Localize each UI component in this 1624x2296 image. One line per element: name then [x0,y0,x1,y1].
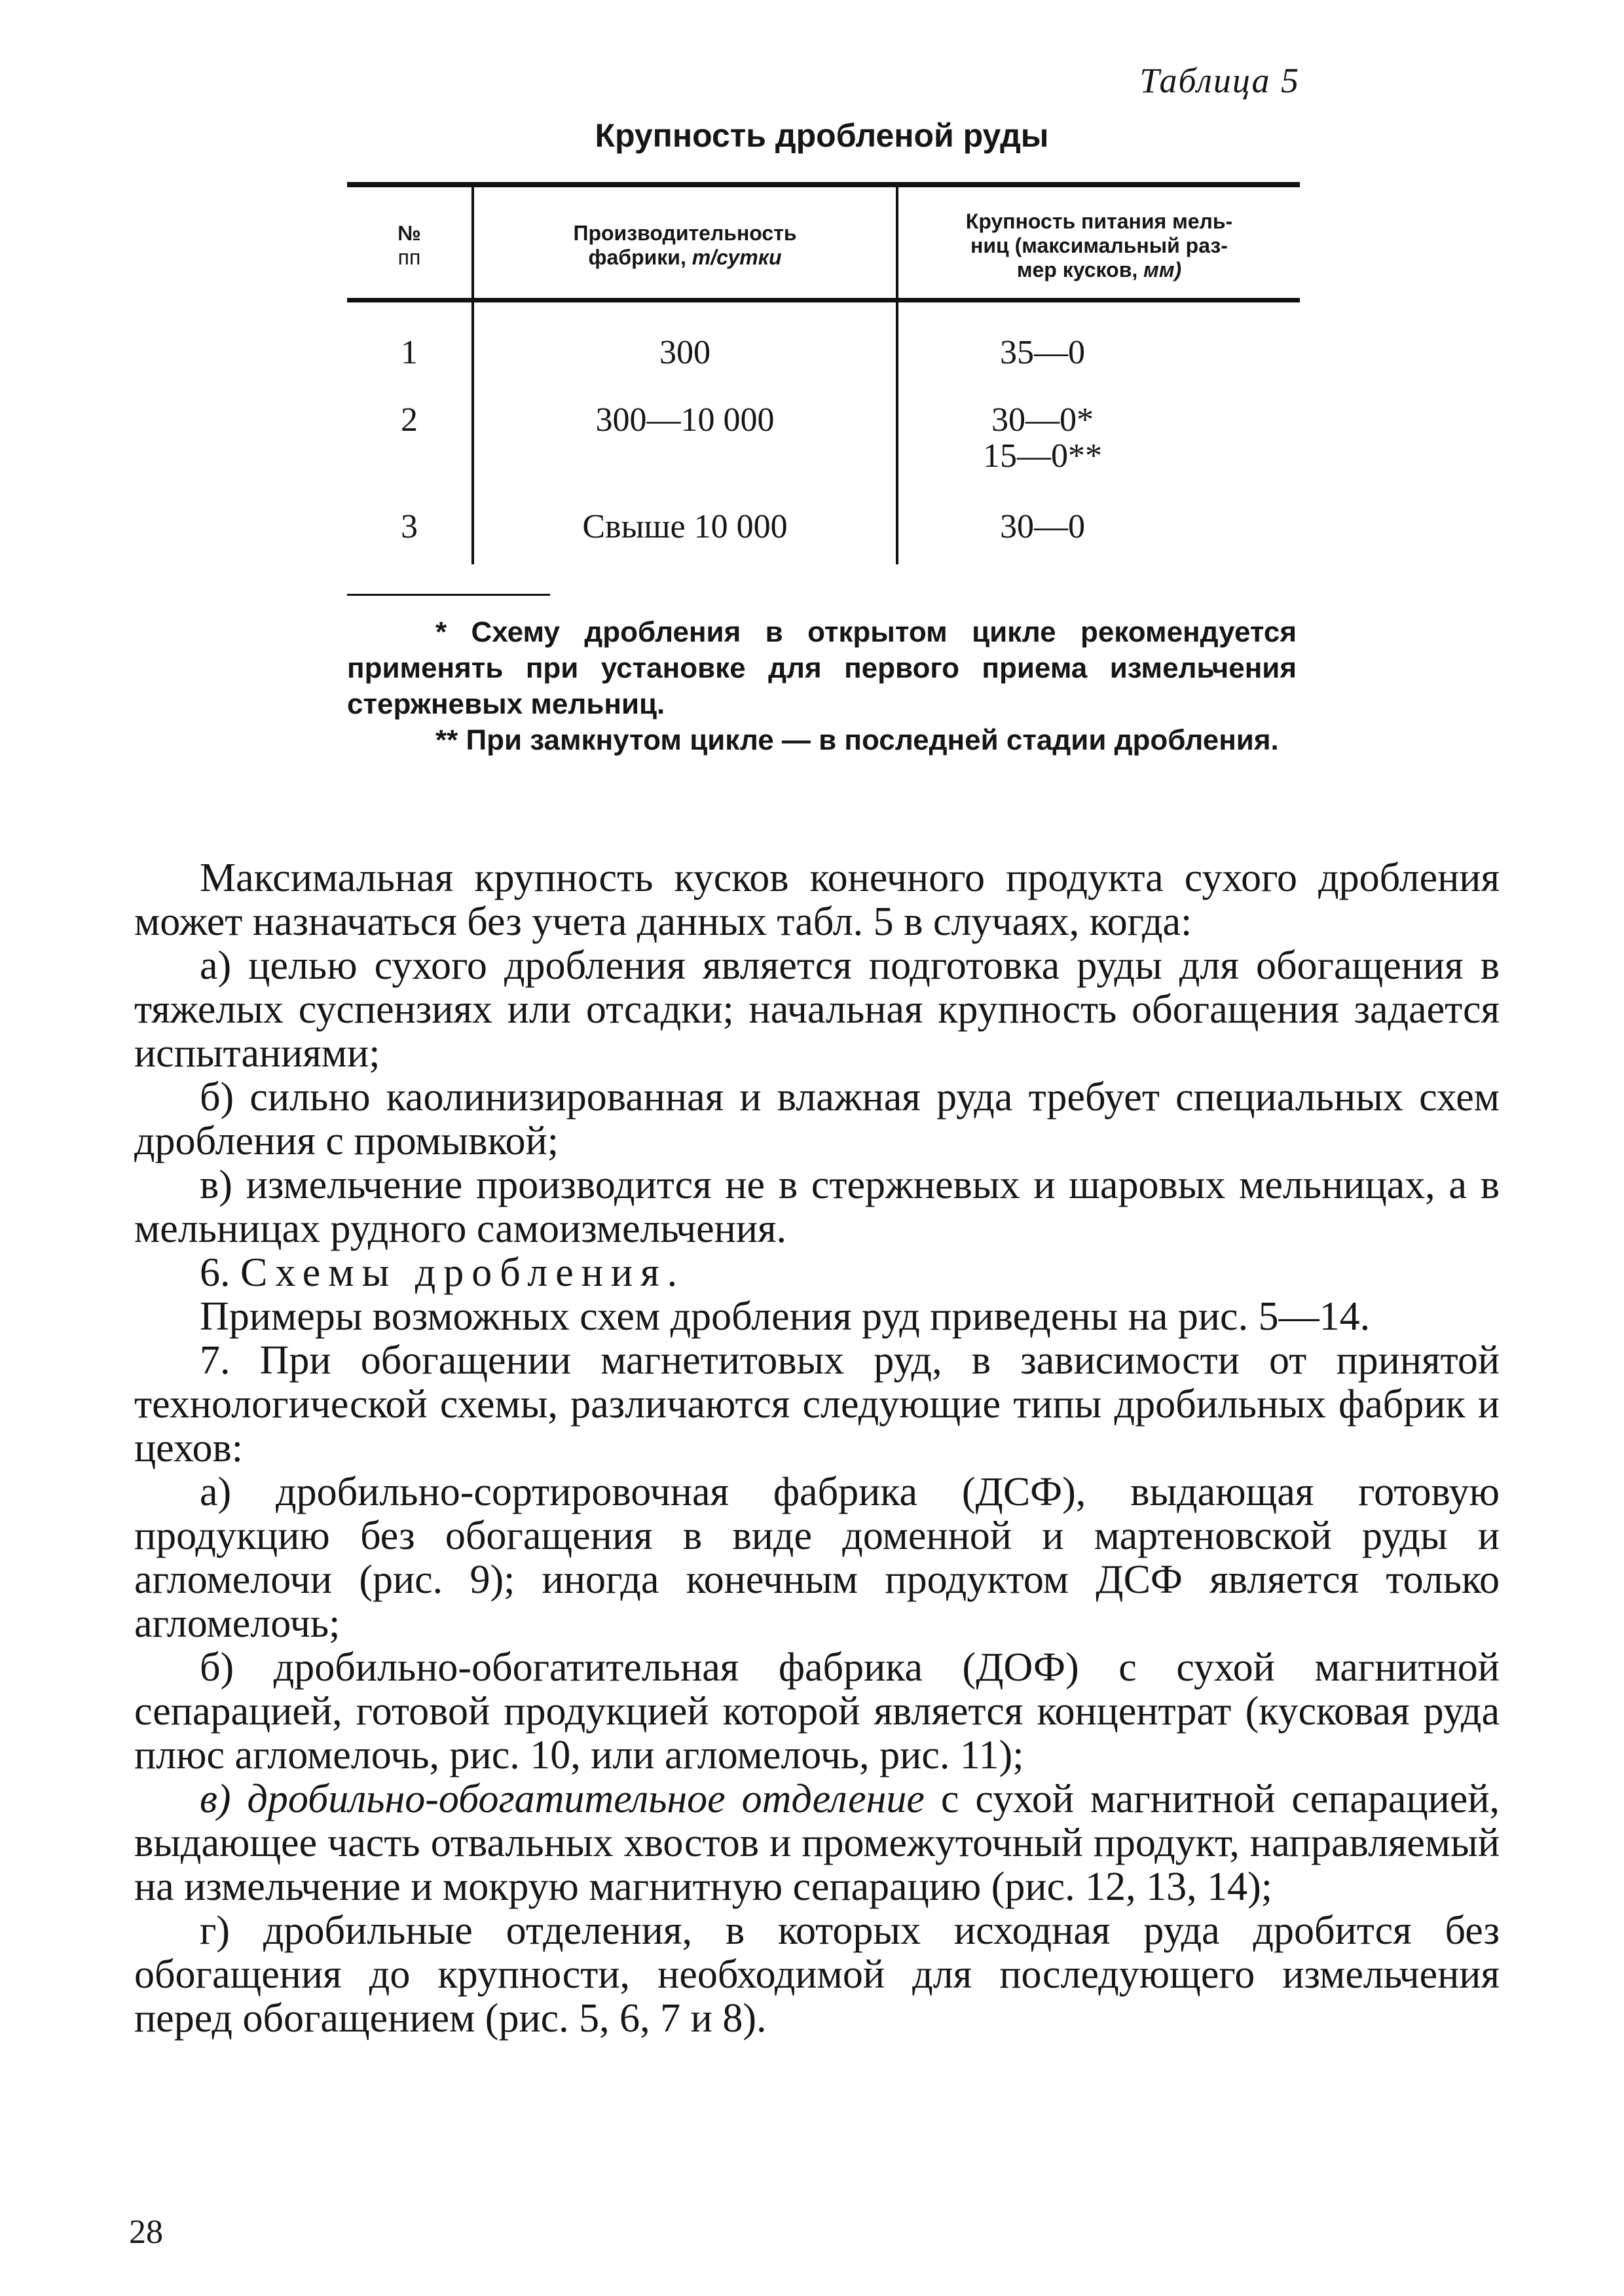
table-cell-feed-size: 30—0 [1000,508,1085,545]
paragraph: б) дробильно-обогатительная фабрика (ДОФ) с сухой магнитной сепарацией, готовой продукцией которой является концентрат (кусковая руда плюс агломелочь, рис. 10, или агломелочь, рис. 11); [134,1645,1500,1777]
paragraph: а) целью сухого дробления является подготовка руды для обогащения в тяжелых суспензиях или отсадки; начальная крупность обогащения задается испытаниями; [134,943,1500,1076]
table-cell-capacity: 300 [659,334,710,371]
table-top-rule [347,182,1300,187]
paragraph: 7. При обогащении магнетитовых руд, в зависимости от принятой технологической схемы, различаются следующие типы дробильных фабрик и цехов: [134,1338,1500,1470]
paragraph: а) дробильно-сортировочная фабрика (ДСФ), выдающая готовую продукцию без обогащения в виде доменной и мартеновской руды и агломелочи (рис. 9); иногда конечным продуктом ДСФ является только агломелочь; [134,1470,1500,1646]
paragraph: г) дробильные отделения, в которых исходная руда дробится без обогащения до крупности, необходимой для последующего измельчения перед обогащением (рис. 5, 6, 7 и 8). [134,1908,1500,2041]
paragraph: в) измельчение производится не в стержневых и шаровых мельницах, а в мельницах рудного самоизмельчения. [134,1163,1500,1251]
data-table [347,177,1300,570]
footnote: ** При замкнутом цикле — в последней стадии дробления. [435,724,1279,756]
paragraph: в) дробильно-обогатительное отделение с сухой магнитной сепарацией, выдающее часть отвальных хвостов и промежуточный продукт, направляемый на измельчение и мокрую магнитную сепарацию (рис. 12, 13, 14); [134,1777,1500,1909]
table-cell-number: 1 [401,334,418,371]
table-cell-feed-size: 30—0* [991,401,1094,439]
section-heading: 6. Схемы дробления. [200,1250,686,1295]
header-number: № пп [397,221,421,269]
table-cell-feed-size: 15—0** [983,437,1102,475]
table-cell-capacity: 300—10 000 [595,401,775,439]
paragraph: Максимальная крупность кусков конечного продукта сухого дробления может назначаться без учета данных табл. 5 в случаях, когда: [134,856,1500,944]
footnote: * Схему дробления в открытом цикле рекомендуется применять при установке для первого приема измельчения стержневых мельниц. [347,616,1297,720]
header-capacity: Производительность фабрики, т/сутки [573,221,797,269]
header-feed-size: Крупность питания мель- ниц (максимальный раз- мер кусков, мм) [965,209,1233,282]
table-cell-number: 2 [401,401,418,439]
table-header-rule [347,298,1300,302]
paragraph: б) сильно каолинизированная и влажная руда требует специальных схем дробления с промывкой; [134,1075,1500,1163]
table-footnotes [347,614,1297,758]
paragraph: Примеры возможных схем дробления руд приведены на рис. 5—14. [200,1294,1371,1339]
table-title: Крупность дробленой руды [595,117,1049,154]
page-number: 28 [129,2214,163,2251]
footnote-divider [347,594,550,596]
table-cell-feed-size: 35—0 [1000,334,1085,371]
body-text [134,856,1500,2041]
table-cell-capacity: Свыше 10 000 [582,508,788,545]
table-cell-number: 3 [401,508,418,545]
table-caption: Таблица 5 [1139,61,1300,100]
